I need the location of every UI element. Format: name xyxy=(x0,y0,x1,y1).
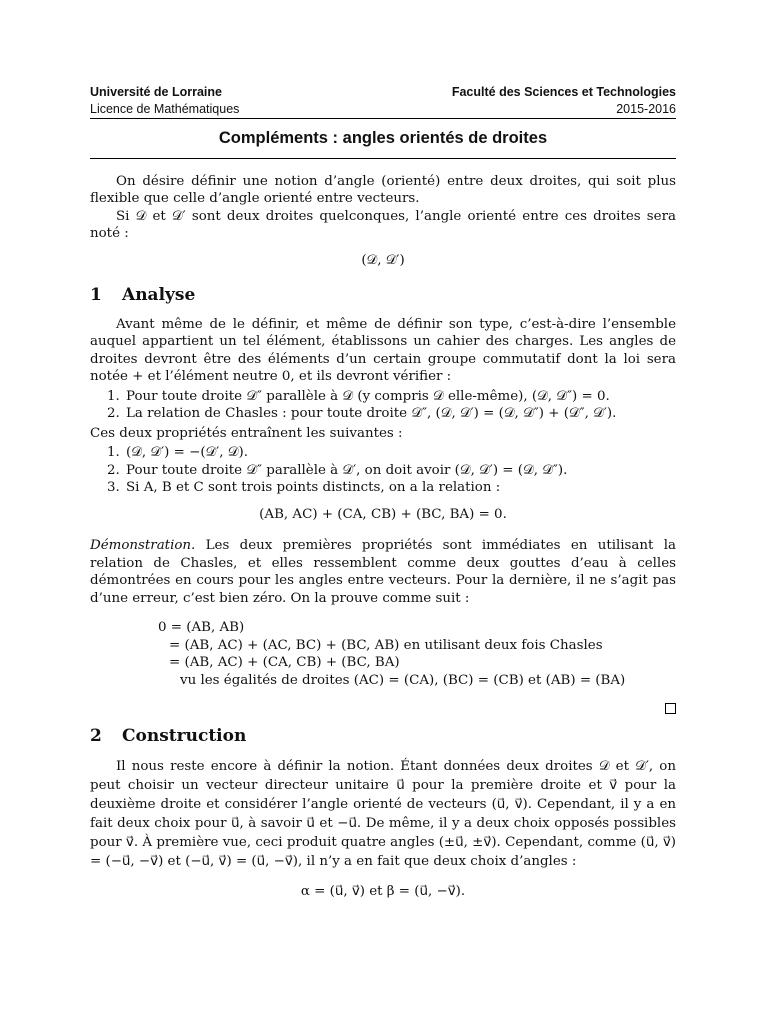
proof-line: vu les égalités de droites (AC) = (CA), (BC) = (CB) et (AB) = (BA) xyxy=(180,672,626,688)
header-year: 2015-2016 xyxy=(616,102,676,116)
demonstration-label: Démonstration. xyxy=(90,538,196,553)
header-rule xyxy=(90,118,676,119)
proof-line: = (AB, AC) + (AC, BC) + (BC, AB) en utilisant deux fois Chasles xyxy=(169,637,603,653)
title-rule xyxy=(90,158,676,159)
section-2-heading xyxy=(90,728,676,746)
consequences-intro: Ces deux propriétés entraînent les suivantes : xyxy=(90,425,403,441)
header-faculty: Faculté des Sciences et Technologies xyxy=(451,85,676,99)
consequences-list xyxy=(90,444,676,497)
list-item: 2. Pour toute droite 𝒟″ parallèle à 𝒟′, on doit avoir (𝒟, 𝒟′) = (𝒟, 𝒟″). xyxy=(124,462,676,480)
qed-square-icon xyxy=(665,703,676,714)
section-1-title: Analyse xyxy=(122,285,196,305)
proof-line: = (AB, AC) + (CA, CB) + (BC, BA) xyxy=(169,655,400,670)
document-page xyxy=(90,84,676,909)
section-1-number: 1 xyxy=(90,285,102,305)
section-1-paragraph: Avant même de le définir, et même de définir son type, c’est-à-dire l’ensemble auquel appartient un tel élément, établissons un cahier des charges. Les angles de droites devront être des éléments d’un certain groupe commutatif dont la loi sera notée + et l’élément neutre 0, et ils devront vérifier : xyxy=(90,316,676,384)
relation-equation: (AB, AC) + (CA, CB) + (BC, BA) = 0. xyxy=(259,506,507,522)
intro-paragraph-2: Si 𝒟 et 𝒟′ sont deux droites quelconques, l’angle orienté entre ces droites sera noté : xyxy=(90,208,676,241)
notation-equation: (𝒟, 𝒟′) xyxy=(361,252,405,268)
requirements-list xyxy=(90,388,676,423)
list-item: 3. Si A, B et C sont trois points distincts, on a la relation : xyxy=(124,479,676,497)
final-equation: α = (u⃗, v⃗) et β = (u⃗, −v⃗). xyxy=(300,883,466,899)
section-2-paragraph: Il nous reste encore à définir la notion. Étant données deux droites 𝒟 et 𝒟′, on peut choisir un vecteur directeur unitaire u⃗ pour la première droite et v⃗ pour la deuxième droite et considérer l’angle orienté de vecteurs (u⃗, v⃗). Cependant, il y a en fait deux choix pour u⃗, à savoir u⃗ et −u⃗. De même, il y a deux choix opposés possibles pour v⃗. À première vue, ceci produit quatre angles (±u⃗, ±v⃗). Cependant, comme (u⃗, v⃗) = (−u⃗, −v⃗) et (−u⃗, v⃗) = (u⃗, −v⃗), il n’y a en fait que deux choix d’angles : xyxy=(90,758,676,869)
intro-paragraph-1: On désire définir une notion d’angle (orienté) entre deux droites, qui soit plus flexible que celle d’angle orienté entre vecteurs. xyxy=(90,173,676,206)
document-title: Compléments : angles orientés de droites xyxy=(218,129,548,147)
page-header xyxy=(90,84,676,118)
header-university: Université de Lorraine xyxy=(90,85,222,99)
proof-equations xyxy=(158,619,676,689)
section-2-title: Construction xyxy=(122,726,247,746)
section-1-heading xyxy=(90,287,676,305)
demonstration-paragraph xyxy=(90,537,676,607)
header-program: Licence de Mathématiques xyxy=(90,102,240,116)
list-item: 1. Pour toute droite 𝒟″ parallèle à 𝒟 (y compris 𝒟 elle-même), (𝒟, 𝒟″) = 0. xyxy=(124,388,676,406)
list-item: 1. (𝒟, 𝒟′) = −(𝒟′, 𝒟). xyxy=(124,444,676,462)
demonstration-text: Les deux premières propriétés sont immédiates en utilisant la relation de Chasles, et elles ressemblent comme deux gouttes d’eau à celles démontrées en cours pour les angles entre vecteurs. Pour la dernière, il ne s’agit pas d’une erreur, c’est bien zéro. On la prouve comme suit : xyxy=(90,538,677,606)
list-item: 2. La relation de Chasles : pour toute droite 𝒟″, (𝒟, 𝒟′) = (𝒟, 𝒟″) + (𝒟″, 𝒟′). xyxy=(124,405,676,423)
section-2-number: 2 xyxy=(90,726,102,746)
proof-line: 0 = (AB, AB) xyxy=(158,620,245,635)
qed-box xyxy=(90,703,676,714)
